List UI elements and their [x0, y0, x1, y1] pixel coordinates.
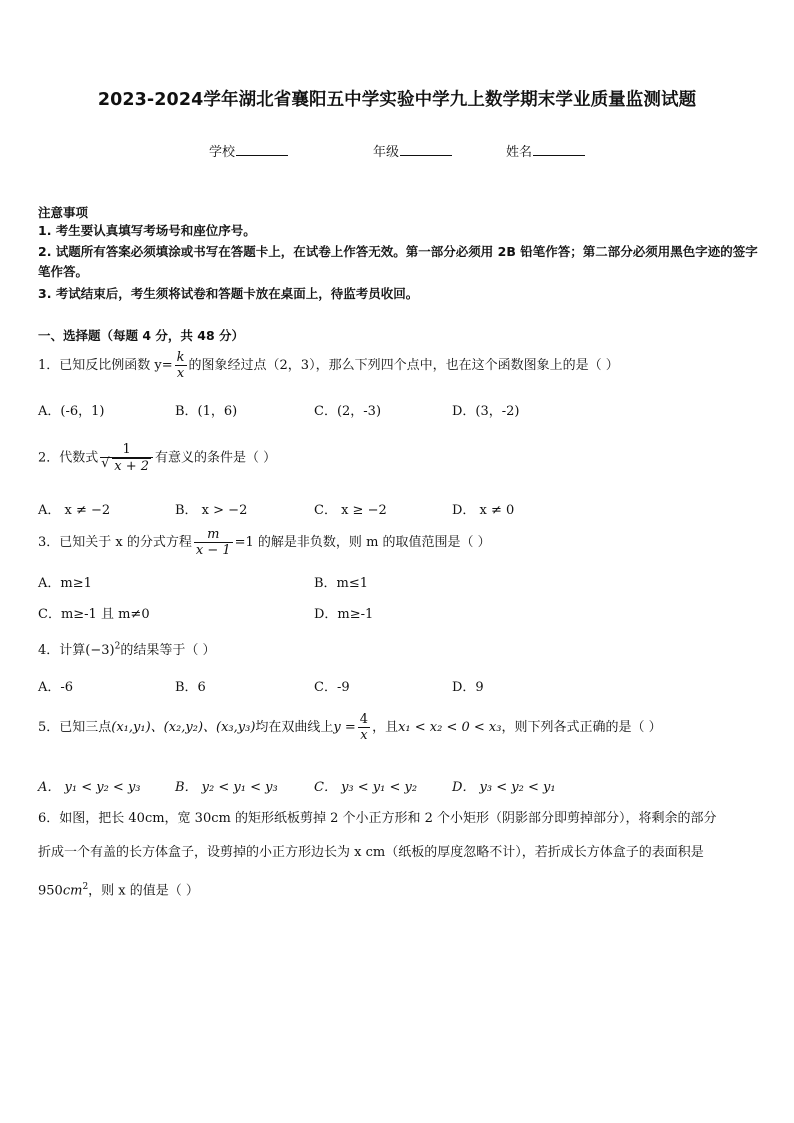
note-item: 1. 考生要认真填写考场号和座位序号。: [38, 223, 256, 238]
question-3: [38, 527, 491, 558]
section-heading: 一、选择题（每题 4 分，共 48 分）: [38, 328, 245, 343]
q2-option-d: D． x ≠ 0: [452, 503, 515, 518]
q2-prefix: 2．代数式: [38, 450, 99, 466]
note-item: 3. 考试结束后，考生须将试卷和答题卡放在桌面上，待监考员收回。: [38, 286, 419, 301]
frac-num: m: [194, 527, 233, 543]
note-item: 2. 试题所有答案必须填涂或书写在答题卡上，在试卷上作答无效。第一部分必须用 2B 铅笔作答；第二部分必须用黑色字迹的签字笔作答。: [38, 244, 758, 279]
q5-cond-pre: ，且: [372, 720, 399, 735]
q5-option-b: B． y₂ < y₁ < y₃: [175, 780, 278, 795]
q6-line-2: 折成一个有盖的长方体盒子，设剪掉的小正方形边长为 x cm（纸板的厚度忽略不计），若折成长方体盒子的表面积是: [38, 845, 704, 860]
q1-fraction: [175, 350, 187, 381]
q4-option-d: D．9: [452, 680, 484, 695]
q5-option-c: C． y₃ < y₁ < y₂: [314, 780, 418, 795]
q3-suffix: =1 的解是非负数，则 m 的取值范围是（ ）: [234, 535, 491, 550]
frac-den: [100, 458, 153, 474]
notes-heading: 注意事项: [38, 205, 89, 220]
q2-fraction: [100, 442, 153, 474]
q1-option-d: D．(3，-2): [452, 404, 520, 419]
q4-prefix: 4．计算: [38, 643, 86, 658]
question-5: [38, 712, 662, 743]
school-blank: [236, 143, 288, 156]
q3-option-b: B．m≤1: [314, 576, 369, 591]
frac-num: 4: [359, 712, 369, 727]
school-label: 学校: [209, 145, 236, 160]
q1-option-a: A．(-6，1): [38, 404, 105, 419]
name-blank: [533, 143, 585, 156]
q4-exponent: 2: [114, 641, 121, 652]
q2-option-a: A． x ≠ −2: [38, 503, 111, 518]
grade-field: [373, 141, 452, 160]
q5-mid: 均在双曲线上: [255, 720, 334, 735]
q5-option-a: A． y₁ < y₂ < y₃: [38, 780, 141, 795]
q4-suffix: 的结果等于（ ）: [120, 643, 216, 658]
question-6: [38, 802, 760, 908]
q5-prefix: 5．已知三点: [38, 720, 112, 735]
frac-den: x − 1: [195, 543, 231, 558]
q5-lhs: y =: [333, 720, 356, 735]
q4-option-b: B．6: [175, 680, 206, 695]
school-field: [209, 141, 288, 160]
q6-line-3: [38, 870, 760, 908]
q6-area-unit: cm: [62, 883, 83, 899]
frac-num: k: [176, 350, 185, 365]
q5-option-d: D． y₃ < y₂ < y₁: [452, 780, 556, 795]
q3-option-d: D．m≥-1: [314, 607, 374, 622]
q1-suffix: 的图象经过点（2，3），那么下列四个点中，也在这个函数图象上的是（ ）: [188, 358, 619, 373]
q5-condition: x₁ < x₂ < 0 < x₃: [398, 720, 502, 735]
q1-option-b: B．(1，6): [175, 404, 238, 419]
q3-option-c: C．m≥-1 且 m≠0: [38, 607, 150, 622]
q5-points: (x₁,y₁)、(x₂,y₂)、(x₃,y₃): [111, 720, 256, 735]
q6-area-exp: 2: [82, 882, 89, 892]
name-label: 姓名: [506, 145, 533, 160]
q6-area-value: 950: [38, 883, 63, 899]
q1-option-c: C．(2，-3): [314, 404, 382, 419]
q6-line-1: 6．如图，把长 40cm，宽 30cm 的矩形纸板剪掉 2 个小正方形和 2 个小矩形（阴影部分即剪掉部分），将剩余的部分: [38, 811, 717, 826]
grade-label: 年级: [373, 145, 400, 160]
page-title: 2023-2024学年湖北省襄阳五中学实验中学九上数学期末学业质量监测试题: [97, 90, 697, 110]
question-2: [38, 442, 276, 474]
q6-line-3-suffix: ，则 x 的值是（ ）: [88, 883, 199, 899]
q3-option-a: A．m≥1: [38, 576, 92, 591]
sqrt-expr: √ x + 2: [112, 458, 151, 474]
q5-fraction: [358, 712, 370, 743]
question-1: [38, 350, 619, 381]
q5-suffix: ，则下列各式正确的是（ ）: [501, 720, 662, 735]
name-field: [506, 141, 585, 160]
q2-suffix: 有意义的条件是（ ）: [155, 450, 277, 466]
grade-blank: [400, 143, 452, 156]
frac-den: x: [176, 366, 185, 381]
q4-expr: (−3): [85, 643, 115, 658]
q3-fraction: [194, 527, 233, 558]
frac-num: 1: [100, 442, 153, 458]
q2-option-b: B． x > −2: [175, 503, 248, 518]
frac-den: x: [360, 728, 368, 743]
q1-prefix: 1．已知反比例函数 y=: [38, 358, 173, 373]
q4-option-a: A．-6: [38, 680, 74, 695]
q3-prefix: 3．已知关于 x 的分式方程: [38, 535, 192, 550]
q2-option-c: C． x ≥ −2: [314, 503, 387, 518]
q4-option-c: C．-9: [314, 680, 350, 695]
question-4: [38, 639, 215, 658]
